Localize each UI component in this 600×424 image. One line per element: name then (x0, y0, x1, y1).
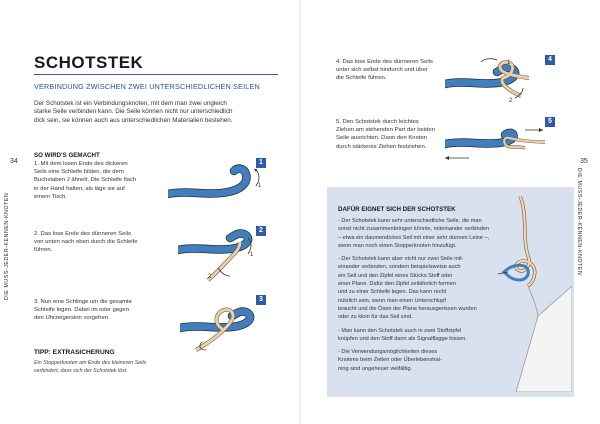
arrow-label: 1 (250, 252, 254, 258)
tip-line: verhindert, dass sich der Schotstek löst. (34, 368, 128, 374)
usage-line: und zu einer Schleife legen. Das kann recht (338, 289, 447, 296)
step-3-text (34, 298, 132, 323)
usage-line: wenn man noch einen Stopperknoten hinzufügt. (338, 242, 457, 249)
usage-line: - Der Schotstek kann aber nicht nur zwei Seile mit- (338, 256, 464, 263)
tip-heading: TIPP: EXTRASICHERUNG (34, 349, 115, 356)
usage-line: einander verbinden, sondern beispielsweise auch (338, 264, 461, 271)
intro-line: dick sein, sie können auch aus unterschiedlichen Materialien bestehen. (34, 116, 233, 124)
usage-line: oder zu klein für das Seil sind. (338, 314, 413, 321)
step-line: 2. Das lose Ende des dünneren Seils (34, 231, 131, 237)
usage-line: knüpfen und den Stoff dann als Signalflagge hissen. (338, 335, 467, 342)
usage-item (338, 217, 496, 250)
step-line: 1. Mit dem losen Ende des dickeren (34, 161, 128, 167)
usage-line: sonst nicht zusammenbringen könnte, miteinander verbinden (338, 226, 490, 233)
usage-line: ning sind ungeheuer vielfältig. (338, 365, 413, 372)
page-number-right: 35 (580, 158, 588, 165)
step-5-illustration (445, 124, 545, 164)
page-title: SCHOTSTEK (34, 53, 144, 72)
side-label-right: DIE MUSS-JEDER-KENNEN-KNOTEN (576, 168, 582, 276)
usage-line: - Man kann den Schotstek auch in zwei Stoffzipfel (338, 327, 462, 334)
step-3-illustration (180, 298, 264, 356)
usage-line: nützlich sein, wenn man einen Unterschlupf (338, 297, 446, 304)
step-4-text (336, 58, 433, 83)
step-line: führen. (34, 247, 53, 254)
book-gutter (299, 0, 301, 424)
arrow-label: 2 (208, 274, 212, 280)
usage-line: ein Seil und den Zipfel eines Stücks Stoff oder (338, 272, 453, 279)
step-line: die Schleife führen. (336, 75, 387, 82)
step-2-badge: 2 (256, 226, 266, 236)
tip-text (34, 359, 169, 375)
tarp-knot-illustration (498, 196, 572, 392)
usage-item (338, 327, 496, 344)
step-line: 5. Den Schotstek durch leichtes (336, 119, 419, 125)
intro-line: starke Seile verbinden kann. Die Seile können nicht nur unterschiedlich (34, 108, 233, 116)
arrow-label: 1 (258, 183, 262, 189)
usage-item (338, 348, 496, 373)
usage-list (338, 217, 496, 378)
step-5-badge: 5 (545, 117, 555, 127)
step-line: durch stärkeres Ziehen festziehen. (336, 143, 427, 150)
step-1-text (34, 160, 136, 201)
tip-line: Ein Stopperknoten am Ende des kleineren Seils (34, 360, 147, 366)
how-to-heading: SO WIRD'S GEMACHT (34, 152, 100, 159)
usage-line: braucht und die Ösen der Plane herausgerissen wurden (338, 305, 477, 312)
step-4-illustration (445, 56, 545, 106)
usage-line: Knotens beim Zelten oder Überlebenstrai- (338, 357, 442, 364)
usage-line: – etwa ein daumendickes Seil mit einer sehr dünnen Leine –, (338, 234, 490, 241)
arrow-label: 2 (509, 98, 513, 104)
usage-line: - Die Verwendungsmöglichkeiten dieses (338, 349, 438, 356)
usage-line: - Der Schotstek kann sehr unterschiedliche Seile, die man (338, 218, 482, 224)
step-5-text (336, 118, 435, 151)
step-line: Schleife legen. Dabei im oder gegen (34, 307, 129, 314)
step-4-badge: 4 (545, 55, 555, 65)
step-line: 3. Nun eine Schlinge um die gesamte (34, 299, 132, 305)
step-line: von unten nach oben durch die Schleife (34, 239, 138, 246)
step-line: Seils eine Schleife bilden, die dem (34, 169, 124, 176)
step-3-badge: 3 (256, 295, 266, 305)
step-line: in der Hand halten, als läge sie auf (34, 185, 125, 192)
arrow-label: 1 (507, 60, 511, 66)
usage-line: einer Plane. Dafür den Zipfel seilähnlich formen (338, 281, 456, 288)
usage-heading: DAFÜR EIGNET SICH DER SCHOTSTEK (338, 206, 456, 213)
intro-line: Der Schotstek ist ein Verbindungsknoten, mit dem man zwei ungleich (34, 100, 227, 107)
step-2-illustration (178, 228, 264, 286)
step-line: 4. Das lose Ende des dünneren Seils (336, 59, 433, 65)
step-1-badge: 1 (256, 158, 266, 168)
step-line: Ziehen am stehenden Part der beiden (336, 127, 435, 134)
step-line: Seile ausrichten. Dann den Knoten (336, 135, 428, 142)
step-line: den Uhrzeigersinn vorgehen. (34, 315, 110, 322)
step-line: einem Tisch. (34, 193, 68, 200)
step-line: unter sich selbst hindurch und über (336, 67, 428, 74)
usage-item (338, 255, 496, 321)
page-subtitle: VERBINDUNG ZWISCHEN ZWEI UNTERSCHIEDLICHEN SEILEN (34, 82, 260, 91)
step-line: Buchstaben J ähnelt. Die Schleife flach (34, 177, 137, 184)
intro-paragraph (34, 100, 274, 125)
step-2-text (34, 230, 138, 255)
title-rule (34, 74, 278, 75)
step-1-illustration (168, 162, 268, 206)
side-label-left: DIE MUSS-JEDER-KENNEN-KNOTEN (4, 192, 10, 300)
page-number-left: 34 (10, 158, 18, 165)
